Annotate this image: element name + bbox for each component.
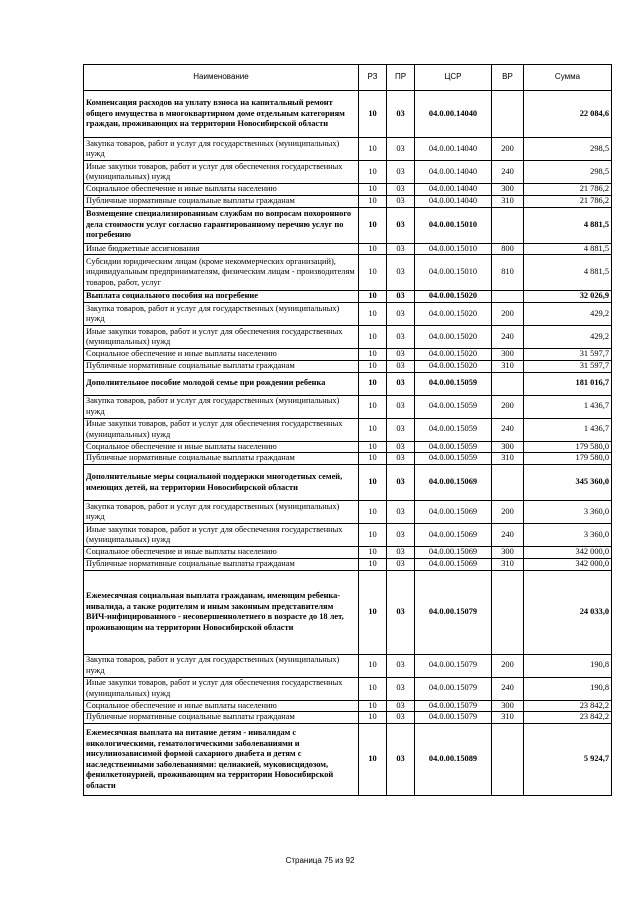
table-row bbox=[84, 195, 612, 207]
cell-vr: 200 bbox=[492, 138, 524, 161]
cell-name: Иные закупки товаров, работ и услуг для обеспечения государственных (муниципальных) нужд bbox=[84, 418, 359, 441]
table-row bbox=[84, 161, 612, 184]
cell-rz: 10 bbox=[359, 161, 387, 184]
cell-csr: 04.0.00.14040 bbox=[415, 138, 492, 161]
cell-vr bbox=[492, 465, 524, 501]
cell-csr: 04.0.00.15020 bbox=[415, 326, 492, 349]
table-row bbox=[84, 303, 612, 326]
cell-sum: 342 000,0 bbox=[524, 558, 612, 570]
cell-vr: 240 bbox=[492, 161, 524, 184]
cell-pr: 03 bbox=[387, 360, 415, 372]
cell-sum: 4 881,5 bbox=[524, 207, 612, 243]
table-row bbox=[84, 677, 612, 700]
cell-csr: 04.0.00.14040 bbox=[415, 91, 492, 138]
cell-pr: 03 bbox=[387, 207, 415, 243]
budget-table bbox=[83, 64, 612, 796]
cell-vr: 200 bbox=[492, 303, 524, 326]
cell-rz: 10 bbox=[359, 654, 387, 677]
table-row bbox=[84, 255, 612, 291]
cell-rz: 10 bbox=[359, 524, 387, 547]
cell-csr: 04.0.00.15010 bbox=[415, 207, 492, 243]
header-sum: Сумма bbox=[524, 65, 612, 91]
cell-name: Социальное обеспечение и иные выплаты населению bbox=[84, 700, 359, 712]
cell-pr: 03 bbox=[387, 418, 415, 441]
cell-vr: 300 bbox=[492, 441, 524, 453]
cell-pr: 03 bbox=[387, 138, 415, 161]
cell-vr: 300 bbox=[492, 349, 524, 361]
header-pr: ПР bbox=[387, 65, 415, 91]
cell-rz: 10 bbox=[359, 291, 387, 303]
table-row bbox=[84, 712, 612, 724]
cell-pr: 03 bbox=[387, 524, 415, 547]
cell-name: Закупка товаров, работ и услуг для государственных (муниципальных) нужд bbox=[84, 138, 359, 161]
cell-sum: 3 360,0 bbox=[524, 501, 612, 524]
cell-vr: 310 bbox=[492, 360, 524, 372]
cell-name: Социальное обеспечение и иные выплаты населению bbox=[84, 184, 359, 196]
table-section-row bbox=[84, 207, 612, 243]
cell-name: Закупка товаров, работ и услуг для государственных (муниципальных) нужд bbox=[84, 303, 359, 326]
cell-vr bbox=[492, 207, 524, 243]
cell-csr: 04.0.00.15079 bbox=[415, 654, 492, 677]
cell-vr: 310 bbox=[492, 195, 524, 207]
cell-rz: 10 bbox=[359, 700, 387, 712]
cell-sum: 179 580,0 bbox=[524, 441, 612, 453]
header-name: Наименование bbox=[84, 65, 359, 91]
cell-pr: 03 bbox=[387, 326, 415, 349]
cell-rz: 10 bbox=[359, 207, 387, 243]
cell-csr: 04.0.00.14040 bbox=[415, 161, 492, 184]
cell-name: Публичные нормативные социальные выплаты гражданам bbox=[84, 712, 359, 724]
table-section-row bbox=[84, 291, 612, 303]
cell-csr: 04.0.00.15059 bbox=[415, 372, 492, 395]
cell-pr: 03 bbox=[387, 184, 415, 196]
cell-pr: 03 bbox=[387, 91, 415, 138]
cell-sum: 4 881,5 bbox=[524, 255, 612, 291]
cell-csr: 04.0.00.15059 bbox=[415, 395, 492, 418]
cell-rz: 10 bbox=[359, 91, 387, 138]
cell-csr: 04.0.00.15059 bbox=[415, 453, 492, 465]
cell-sum: 22 084,6 bbox=[524, 91, 612, 138]
cell-csr: 04.0.00.15089 bbox=[415, 724, 492, 796]
cell-pr: 03 bbox=[387, 465, 415, 501]
cell-sum: 32 026,9 bbox=[524, 291, 612, 303]
cell-rz: 10 bbox=[359, 395, 387, 418]
cell-name: Иные закупки товаров, работ и услуг для обеспечения государственных (муниципальных) нужд bbox=[84, 524, 359, 547]
cell-name: Субсидии юридическим лицам (кроме некоммерческих организаций), индивидуальным предпринимателям, физическим лицам - производителям товаров, работ, услуг bbox=[84, 255, 359, 291]
cell-vr: 200 bbox=[492, 395, 524, 418]
cell-sum: 345 360,0 bbox=[524, 465, 612, 501]
cell-vr bbox=[492, 91, 524, 138]
cell-rz: 10 bbox=[359, 501, 387, 524]
table-row bbox=[84, 654, 612, 677]
cell-vr: 300 bbox=[492, 547, 524, 559]
cell-sum: 4 881,5 bbox=[524, 243, 612, 255]
cell-name: Иные закупки товаров, работ и услуг для обеспечения государственных (муниципальных) нужд bbox=[84, 161, 359, 184]
cell-csr: 04.0.00.15059 bbox=[415, 418, 492, 441]
cell-csr: 04.0.00.15079 bbox=[415, 677, 492, 700]
table-row bbox=[84, 441, 612, 453]
cell-sum: 31 597,7 bbox=[524, 360, 612, 372]
cell-name: Закупка товаров, работ и услуг для государственных (муниципальных) нужд bbox=[84, 654, 359, 677]
cell-pr: 03 bbox=[387, 291, 415, 303]
cell-pr: 03 bbox=[387, 349, 415, 361]
cell-sum: 179 580,0 bbox=[524, 453, 612, 465]
cell-csr: 04.0.00.15069 bbox=[415, 558, 492, 570]
cell-pr: 03 bbox=[387, 700, 415, 712]
cell-name: Выплата социального пособия на погребение bbox=[84, 291, 359, 303]
cell-pr: 03 bbox=[387, 501, 415, 524]
cell-pr: 03 bbox=[387, 395, 415, 418]
header-row bbox=[84, 65, 612, 91]
cell-sum: 1 436,7 bbox=[524, 395, 612, 418]
table-row bbox=[84, 326, 612, 349]
cell-vr: 200 bbox=[492, 501, 524, 524]
header-csr: ЦСР bbox=[415, 65, 492, 91]
cell-sum: 23 842,2 bbox=[524, 712, 612, 724]
cell-name: Социальное обеспечение и иные выплаты населению bbox=[84, 547, 359, 559]
cell-rz: 10 bbox=[359, 712, 387, 724]
cell-rz: 10 bbox=[359, 360, 387, 372]
cell-name: Публичные нормативные социальные выплаты гражданам bbox=[84, 360, 359, 372]
cell-csr: 04.0.00.15069 bbox=[415, 524, 492, 547]
cell-rz: 10 bbox=[359, 243, 387, 255]
cell-pr: 03 bbox=[387, 195, 415, 207]
table-section-row bbox=[84, 465, 612, 501]
cell-vr: 800 bbox=[492, 243, 524, 255]
cell-vr: 310 bbox=[492, 558, 524, 570]
cell-csr: 04.0.00.15069 bbox=[415, 501, 492, 524]
cell-rz: 10 bbox=[359, 724, 387, 796]
cell-name: Иные бюджетные ассигнования bbox=[84, 243, 359, 255]
cell-name: Возмещение специализированным службам по вопросам похоронного дела стоимости услуг согласно гарантированному перечню услуг по погребению bbox=[84, 207, 359, 243]
cell-pr: 03 bbox=[387, 547, 415, 559]
cell-name: Публичные нормативные социальные выплаты гражданам bbox=[84, 453, 359, 465]
cell-vr bbox=[492, 291, 524, 303]
cell-csr: 04.0.00.15069 bbox=[415, 465, 492, 501]
cell-pr: 03 bbox=[387, 255, 415, 291]
cell-rz: 10 bbox=[359, 558, 387, 570]
table-row bbox=[84, 501, 612, 524]
cell-name: Социальное обеспечение и иные выплаты населению bbox=[84, 441, 359, 453]
cell-pr: 03 bbox=[387, 654, 415, 677]
cell-csr: 04.0.00.15059 bbox=[415, 441, 492, 453]
cell-vr: 200 bbox=[492, 654, 524, 677]
table-row bbox=[84, 243, 612, 255]
cell-sum: 23 842,2 bbox=[524, 700, 612, 712]
header-rz: РЗ bbox=[359, 65, 387, 91]
cell-csr: 04.0.00.15079 bbox=[415, 570, 492, 654]
cell-rz: 10 bbox=[359, 372, 387, 395]
cell-csr: 04.0.00.15020 bbox=[415, 291, 492, 303]
cell-pr: 03 bbox=[387, 441, 415, 453]
cell-rz: 10 bbox=[359, 418, 387, 441]
cell-pr: 03 bbox=[387, 372, 415, 395]
cell-csr: 04.0.00.15079 bbox=[415, 712, 492, 724]
cell-rz: 10 bbox=[359, 453, 387, 465]
cell-sum: 181 016,7 bbox=[524, 372, 612, 395]
cell-rz: 10 bbox=[359, 570, 387, 654]
table-row bbox=[84, 418, 612, 441]
cell-sum: 298,5 bbox=[524, 161, 612, 184]
cell-vr: 240 bbox=[492, 418, 524, 441]
table-section-row bbox=[84, 724, 612, 796]
table-row bbox=[84, 700, 612, 712]
cell-name: Иные закупки товаров, работ и услуг для обеспечения государственных (муниципальных) нужд bbox=[84, 326, 359, 349]
cell-csr: 04.0.00.15069 bbox=[415, 547, 492, 559]
cell-sum: 298,5 bbox=[524, 138, 612, 161]
cell-vr: 300 bbox=[492, 700, 524, 712]
cell-name: Публичные нормативные социальные выплаты гражданам bbox=[84, 195, 359, 207]
cell-vr: 310 bbox=[492, 712, 524, 724]
table-row bbox=[84, 547, 612, 559]
cell-rz: 10 bbox=[359, 184, 387, 196]
cell-pr: 03 bbox=[387, 677, 415, 700]
cell-name: Дополнительные меры социальной поддержки многодетных семей, имеющих детей, на территории Новосибирской области bbox=[84, 465, 359, 501]
table-section-row bbox=[84, 570, 612, 654]
cell-rz: 10 bbox=[359, 138, 387, 161]
cell-sum: 5 924,7 bbox=[524, 724, 612, 796]
cell-pr: 03 bbox=[387, 724, 415, 796]
cell-sum: 429,2 bbox=[524, 303, 612, 326]
cell-pr: 03 bbox=[387, 161, 415, 184]
cell-sum: 21 786,2 bbox=[524, 195, 612, 207]
cell-sum: 190,8 bbox=[524, 677, 612, 700]
cell-vr: 310 bbox=[492, 453, 524, 465]
cell-vr: 240 bbox=[492, 326, 524, 349]
cell-name: Иные закупки товаров, работ и услуг для обеспечения государственных (муниципальных) нужд bbox=[84, 677, 359, 700]
cell-pr: 03 bbox=[387, 243, 415, 255]
table-row bbox=[84, 524, 612, 547]
table-section-row bbox=[84, 91, 612, 138]
cell-pr: 03 bbox=[387, 570, 415, 654]
cell-rz: 10 bbox=[359, 303, 387, 326]
cell-rz: 10 bbox=[359, 349, 387, 361]
cell-csr: 04.0.00.15010 bbox=[415, 255, 492, 291]
cell-rz: 10 bbox=[359, 677, 387, 700]
cell-sum: 3 360,0 bbox=[524, 524, 612, 547]
cell-rz: 10 bbox=[359, 441, 387, 453]
cell-pr: 03 bbox=[387, 303, 415, 326]
header-vr: ВР bbox=[492, 65, 524, 91]
cell-csr: 04.0.00.15079 bbox=[415, 700, 492, 712]
cell-sum: 1 436,7 bbox=[524, 418, 612, 441]
cell-rz: 10 bbox=[359, 195, 387, 207]
cell-vr bbox=[492, 372, 524, 395]
cell-sum: 24 033,0 bbox=[524, 570, 612, 654]
cell-csr: 04.0.00.15020 bbox=[415, 303, 492, 326]
table-row bbox=[84, 395, 612, 418]
table-row bbox=[84, 138, 612, 161]
cell-rz: 10 bbox=[359, 326, 387, 349]
table-row bbox=[84, 558, 612, 570]
cell-csr: 04.0.00.15010 bbox=[415, 243, 492, 255]
cell-sum: 21 786,2 bbox=[524, 184, 612, 196]
cell-sum: 429,2 bbox=[524, 326, 612, 349]
page-footer: Страница 75 из 92 bbox=[285, 856, 355, 865]
cell-pr: 03 bbox=[387, 558, 415, 570]
cell-name: Закупка товаров, работ и услуг для государственных (муниципальных) нужд bbox=[84, 395, 359, 418]
cell-name: Дополнительное пособие молодой семье при рождении ребенка bbox=[84, 372, 359, 395]
cell-vr bbox=[492, 724, 524, 796]
cell-name: Ежемесячная выплата на питание детям - инвалидам с онкологическими, гематологическими заболеваниями и инсулинозависимой формой сахарного диабета и детям с наследственными заболеваниями: целиакией, муковисцидозом, фенилкетонурией, проживающим на территории Новосибирской области bbox=[84, 724, 359, 796]
table-row bbox=[84, 349, 612, 361]
cell-vr bbox=[492, 570, 524, 654]
cell-csr: 04.0.00.15020 bbox=[415, 360, 492, 372]
cell-name: Публичные нормативные социальные выплаты гражданам bbox=[84, 558, 359, 570]
cell-sum: 31 597,7 bbox=[524, 349, 612, 361]
cell-pr: 03 bbox=[387, 453, 415, 465]
cell-rz: 10 bbox=[359, 255, 387, 291]
cell-vr: 240 bbox=[492, 677, 524, 700]
cell-name: Социальное обеспечение и иные выплаты населению bbox=[84, 349, 359, 361]
table-section-row bbox=[84, 372, 612, 395]
cell-rz: 10 bbox=[359, 465, 387, 501]
cell-sum: 342 000,0 bbox=[524, 547, 612, 559]
table-row bbox=[84, 453, 612, 465]
table-row bbox=[84, 184, 612, 196]
cell-name: Компенсация расходов на уплату взноса на капитальный ремонт общего имущества в многоквартирном доме отдельным категориям граждан, проживающих на территории Новосибирской области bbox=[84, 91, 359, 138]
cell-rz: 10 bbox=[359, 547, 387, 559]
cell-csr: 04.0.00.15020 bbox=[415, 349, 492, 361]
cell-csr: 04.0.00.14040 bbox=[415, 184, 492, 196]
cell-csr: 04.0.00.14040 bbox=[415, 195, 492, 207]
cell-name: Ежемесячная социальная выплата гражданам, имеющим ребенка-инвалида, а также родителям и иным законным представителям ВИЧ-инфицированного - несовершеннолетнего в возрасте до 18 лет, проживающим на территории Новосибирской области bbox=[84, 570, 359, 654]
cell-vr: 300 bbox=[492, 184, 524, 196]
table-row bbox=[84, 360, 612, 372]
cell-sum: 190,8 bbox=[524, 654, 612, 677]
cell-pr: 03 bbox=[387, 712, 415, 724]
cell-vr: 240 bbox=[492, 524, 524, 547]
cell-name: Закупка товаров, работ и услуг для государственных (муниципальных) нужд bbox=[84, 501, 359, 524]
table-body bbox=[84, 65, 612, 796]
cell-vr: 810 bbox=[492, 255, 524, 291]
